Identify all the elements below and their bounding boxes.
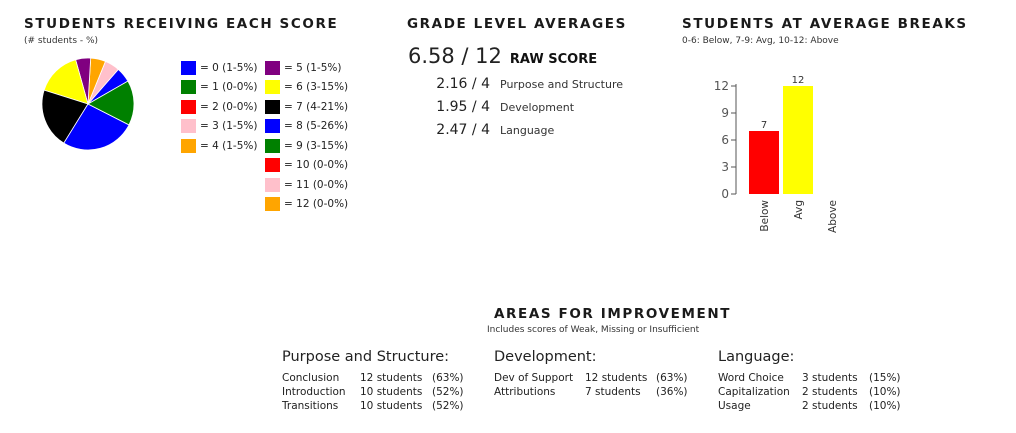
x-category-label: Above xyxy=(827,200,839,233)
legend-swatch xyxy=(265,139,280,153)
legend-label: = 10 (0-0%) xyxy=(284,159,349,172)
score-pie-chart xyxy=(40,56,136,152)
improvement-pct: (36%) xyxy=(656,386,688,398)
improvement-count: 2 students xyxy=(802,386,858,398)
improvement-pct: (63%) xyxy=(432,372,464,384)
score-distribution-title: STUDENTS RECEIVING EACH SCORE xyxy=(24,16,339,32)
breaks-subtitle: 0-6: Below, 7-9: Avg, 10-12: Above xyxy=(682,36,839,46)
legend-swatch xyxy=(265,197,280,211)
bar-data-label: 12 xyxy=(791,75,805,86)
y-tick-label: 6 xyxy=(721,133,729,147)
improvement-pct: (10%) xyxy=(869,386,901,398)
improvement-column-title: Purpose and Structure: xyxy=(282,349,450,365)
legend-item-6 xyxy=(265,78,348,98)
improvement-column-purpose xyxy=(282,349,464,413)
y-tick-label: 9 xyxy=(721,106,729,120)
improvement-name: Attributions xyxy=(494,386,556,398)
legend-label: = 3 (1-5%) xyxy=(200,120,258,133)
improvement-name: Capitalization xyxy=(718,386,790,398)
improvement-row xyxy=(718,399,901,413)
average-label: Development xyxy=(500,101,575,114)
legend-swatch xyxy=(265,61,280,75)
improvement-column-title: Language: xyxy=(718,349,795,365)
improvement-row xyxy=(494,371,688,385)
improvement-column-development xyxy=(494,349,688,399)
legend-item-12 xyxy=(265,195,348,215)
improvement-count: 12 students xyxy=(360,372,423,384)
bar-avg xyxy=(783,86,813,194)
legend-item-4 xyxy=(181,136,257,156)
legend-label: = 4 (1-5%) xyxy=(200,139,258,152)
legend-swatch xyxy=(181,119,196,133)
raw-score-label: RAW SCORE xyxy=(509,52,598,67)
bar-below xyxy=(749,131,779,194)
improvement-pct: (52%) xyxy=(432,400,464,412)
improvement-subtitle: Includes scores of Weak, Missing or Insufficient xyxy=(487,325,700,335)
legend-item-7 xyxy=(265,97,348,117)
legend-label: = 8 (5-26%) xyxy=(284,120,349,133)
average-label: Purpose and Structure xyxy=(500,78,624,91)
raw-score-value: 6.58 / 12 xyxy=(408,44,502,68)
breaks-bar-chart xyxy=(700,68,860,244)
legend-label: = 1 (0-0%) xyxy=(200,81,258,94)
average-row-purpose xyxy=(420,76,623,92)
legend-item-10 xyxy=(265,156,348,176)
legend-item-5 xyxy=(265,58,348,78)
score-distribution-subtitle: (# students - %) xyxy=(24,36,99,46)
legend-swatch xyxy=(265,100,280,114)
breaks-title: STUDENTS AT AVERAGE BREAKS xyxy=(682,16,968,32)
y-tick-label: 0 xyxy=(721,187,729,201)
improvement-row xyxy=(494,385,688,399)
legend-swatch xyxy=(181,139,196,153)
improvement-name: Conclusion xyxy=(282,372,340,384)
improvement-pct: (63%) xyxy=(656,372,688,384)
improvement-name: Transitions xyxy=(282,400,339,412)
improvement-row xyxy=(282,371,464,385)
improvement-count: 3 students xyxy=(802,372,858,384)
legend-item-11 xyxy=(265,175,348,195)
average-value: 2.47 / 4 xyxy=(436,122,490,138)
legend-label: = 2 (0-0%) xyxy=(200,100,258,113)
improvement-row xyxy=(282,385,464,399)
improvement-pct: (15%) xyxy=(869,372,901,384)
raw-score xyxy=(408,44,597,68)
improvement-count: 2 students xyxy=(802,400,858,412)
bar-data-label: 7 xyxy=(760,120,768,131)
legend-swatch xyxy=(181,61,196,75)
improvement-row xyxy=(282,399,464,413)
improvement-name: Dev of Support xyxy=(494,372,574,384)
legend-swatch xyxy=(265,158,280,172)
improvement-title: AREAS FOR IMPROVEMENT xyxy=(494,306,732,322)
improvement-row xyxy=(718,385,901,399)
legend-swatch xyxy=(265,119,280,133)
improvement-column-language xyxy=(718,349,901,413)
improvement-name: Usage xyxy=(718,400,751,412)
improvement-count: 12 students xyxy=(585,372,648,384)
legend-label: = 7 (4-21%) xyxy=(284,100,349,113)
x-category-label: Below xyxy=(759,200,771,232)
improvement-column-title: Development: xyxy=(494,349,597,365)
legend-label: = 11 (0-0%) xyxy=(284,178,349,191)
legend-label: = 0 (1-5%) xyxy=(200,61,258,74)
improvement-count: 7 students xyxy=(585,386,641,398)
legend-item-9 xyxy=(265,136,348,156)
legend-item-0 xyxy=(181,58,257,78)
score-legend-col-1 xyxy=(181,58,257,156)
legend-swatch xyxy=(181,100,196,114)
legend-swatch xyxy=(265,178,280,192)
legend-item-1 xyxy=(181,78,257,98)
averages-title: GRADE LEVEL AVERAGES xyxy=(407,16,627,32)
improvement-row xyxy=(718,371,901,385)
average-row-language xyxy=(420,122,554,138)
y-tick-label: 12 xyxy=(713,79,729,93)
improvement-count: 10 students xyxy=(360,400,423,412)
improvement-count: 10 students xyxy=(360,386,423,398)
score-legend-col-2 xyxy=(265,58,348,214)
legend-swatch xyxy=(181,80,196,94)
average-row-development xyxy=(420,99,574,115)
legend-swatch xyxy=(265,80,280,94)
legend-item-2 xyxy=(181,97,257,117)
improvement-pct: (10%) xyxy=(869,400,901,412)
legend-label: = 9 (3-15%) xyxy=(284,139,349,152)
legend-label: = 6 (3-15%) xyxy=(284,81,349,94)
improvement-name: Introduction xyxy=(282,386,346,398)
y-tick-label: 3 xyxy=(721,160,729,174)
average-value: 1.95 / 4 xyxy=(436,99,490,115)
legend-label: = 5 (1-5%) xyxy=(284,61,342,74)
average-value: 2.16 / 4 xyxy=(436,76,490,92)
improvement-name: Word Choice xyxy=(718,372,784,384)
improvement-pct: (52%) xyxy=(432,386,464,398)
x-category-label: Avg xyxy=(793,200,805,220)
legend-label: = 12 (0-0%) xyxy=(284,198,349,211)
average-label: Language xyxy=(500,124,555,137)
legend-item-3 xyxy=(181,117,257,137)
legend-item-8 xyxy=(265,117,348,137)
